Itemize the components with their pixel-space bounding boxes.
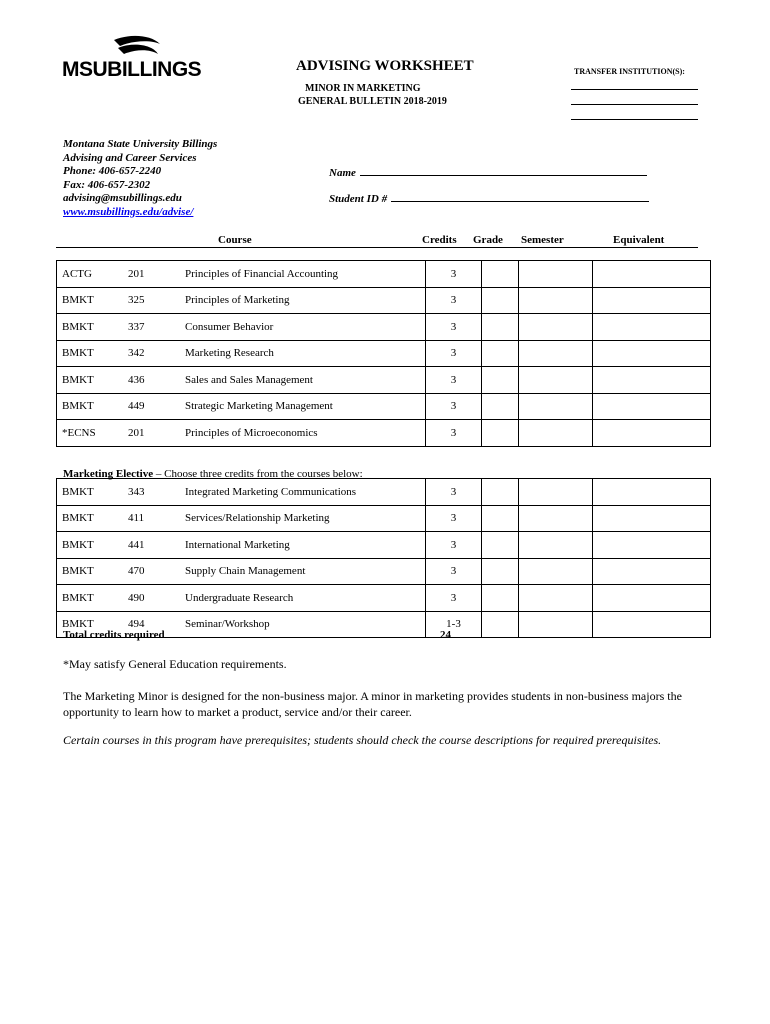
equivalent-cell[interactable] xyxy=(593,505,711,532)
contact-info xyxy=(63,138,217,219)
grade-cell[interactable] xyxy=(482,532,519,559)
equivalent-cell[interactable] xyxy=(593,532,711,559)
advising-link[interactable]: www.msubillings.edu/advise/ xyxy=(63,205,194,218)
equivalent-cell[interactable] xyxy=(593,261,711,288)
contact-office: Advising and Career Services xyxy=(63,151,197,164)
course-title: Marketing Research xyxy=(181,340,426,367)
table-row xyxy=(57,420,711,447)
course-credits: 3 xyxy=(426,585,482,612)
course-credits: 3 xyxy=(426,314,482,341)
name-input-line[interactable] xyxy=(360,174,647,176)
elective-label-bold: Marketing Elective xyxy=(63,468,154,480)
contact-fax: Fax: 406-657-2302 xyxy=(63,178,151,191)
course-subject: BMKT xyxy=(57,558,125,585)
grade-cell[interactable] xyxy=(482,314,519,341)
semester-cell[interactable] xyxy=(519,314,593,341)
course-subject: ACTG xyxy=(57,261,125,288)
equivalent-cell[interactable] xyxy=(593,340,711,367)
elective-label-rest: – Choose three credits from the courses below: xyxy=(153,468,363,480)
equivalent-cell[interactable] xyxy=(593,611,711,638)
course-number: 449 xyxy=(124,393,181,420)
course-subject: BMKT xyxy=(57,505,125,532)
course-number: 342 xyxy=(124,340,181,367)
course-credits: 3 xyxy=(426,532,482,559)
grade-cell[interactable] xyxy=(482,479,519,506)
course-number: 411 xyxy=(124,505,181,532)
course-credits: 1-3 xyxy=(426,611,482,638)
table-row xyxy=(57,314,711,341)
course-number: 201 xyxy=(124,420,181,447)
name-field xyxy=(329,167,647,179)
course-number: 201 xyxy=(124,261,181,288)
table-row xyxy=(57,261,711,288)
course-title: Seminar/Workshop xyxy=(181,611,426,638)
transfer-institution-line-3[interactable] xyxy=(571,119,698,120)
equivalent-cell[interactable] xyxy=(593,287,711,314)
course-credits: 3 xyxy=(426,261,482,288)
course-subject: BMKT xyxy=(57,367,125,394)
equivalent-cell[interactable] xyxy=(593,367,711,394)
course-number: 337 xyxy=(124,314,181,341)
course-credits: 3 xyxy=(426,367,482,394)
table-row xyxy=(57,585,711,612)
course-credits: 3 xyxy=(426,287,482,314)
course-subject: BMKT xyxy=(57,393,125,420)
semester-cell[interactable] xyxy=(519,393,593,420)
table-row xyxy=(57,532,711,559)
msu-billings-logo xyxy=(62,34,212,82)
course-credits: 3 xyxy=(426,393,482,420)
transfer-institution-label: TRANSFER INSTITUTION(S): xyxy=(574,67,685,76)
course-subject: BMKT xyxy=(57,611,125,638)
name-label: Name xyxy=(329,167,356,179)
grade-cell[interactable] xyxy=(482,393,519,420)
course-subject: *ECNS xyxy=(57,420,125,447)
grade-cell[interactable] xyxy=(482,585,519,612)
table-row xyxy=(57,558,711,585)
gen-ed-note: *May satisfy General Education requirements. xyxy=(63,657,287,671)
transfer-institution-line-1[interactable] xyxy=(571,89,698,90)
column-header-course: Course xyxy=(218,234,252,246)
course-subject: BMKT xyxy=(57,479,125,506)
table-row xyxy=(57,367,711,394)
course-credits: 3 xyxy=(426,558,482,585)
semester-cell[interactable] xyxy=(519,261,593,288)
equivalent-cell[interactable] xyxy=(593,479,711,506)
semester-cell[interactable] xyxy=(519,532,593,559)
column-header-semester: Semester xyxy=(521,234,564,246)
bulletin-year: GENERAL BULLETIN 2018-2019 xyxy=(298,96,447,107)
semester-cell[interactable] xyxy=(519,558,593,585)
course-title: Undergraduate Research xyxy=(181,585,426,612)
swoosh-icon xyxy=(110,34,164,60)
contact-university: Montana State University Billings xyxy=(63,138,218,150)
course-number: 436 xyxy=(124,367,181,394)
student-id-label: Student ID # xyxy=(329,193,388,205)
course-title: Strategic Marketing Management xyxy=(181,393,426,420)
page-title: ADVISING WORKSHEET xyxy=(296,58,474,74)
course-credits: 3 xyxy=(426,479,482,506)
course-title: Principles of Marketing xyxy=(181,287,426,314)
table-row xyxy=(57,287,711,314)
grade-cell[interactable] xyxy=(482,340,519,367)
table-row xyxy=(57,479,711,506)
grade-cell[interactable] xyxy=(482,367,519,394)
equivalent-cell[interactable] xyxy=(593,393,711,420)
course-number: 494 xyxy=(124,611,181,638)
course-title: International Marketing xyxy=(181,532,426,559)
table-row xyxy=(57,340,711,367)
minor-description: The Marketing Minor is designed for the non-business major. A minor in marketing provides students in non-business majors the opportunity to learn how to market a product, service and/or their career. xyxy=(63,689,682,719)
semester-cell[interactable] xyxy=(519,420,593,447)
course-subject: BMKT xyxy=(57,340,125,367)
table-row xyxy=(57,393,711,420)
page-subtitle: MINOR IN MARKETING xyxy=(305,83,421,94)
semester-cell[interactable] xyxy=(519,611,593,638)
course-subject: BMKT xyxy=(57,287,125,314)
column-header-grade: Grade xyxy=(473,234,503,246)
course-subject: BMKT xyxy=(57,585,125,612)
equivalent-cell[interactable] xyxy=(593,420,711,447)
semester-cell[interactable] xyxy=(519,585,593,612)
contact-phone: Phone: 406-657-2240 xyxy=(63,165,162,177)
course-title: Services/Relationship Marketing xyxy=(181,505,426,532)
course-number: 441 xyxy=(124,532,181,559)
grade-cell[interactable] xyxy=(482,558,519,585)
grade-cell[interactable] xyxy=(482,261,519,288)
logo-text: MSUBILLINGS xyxy=(62,58,202,81)
header-divider xyxy=(56,247,698,248)
semester-cell[interactable] xyxy=(519,340,593,367)
total-credits-value: 24 xyxy=(440,629,451,641)
column-header-credits: Credits xyxy=(422,234,457,246)
equivalent-cell[interactable] xyxy=(593,558,711,585)
column-header-equivalent: Equivalent xyxy=(613,234,665,246)
course-credits: 3 xyxy=(426,420,482,447)
grade-cell[interactable] xyxy=(482,287,519,314)
prerequisite-note: Certain courses in this program have prerequisites; students should check the course descriptions for required prerequisites. xyxy=(63,733,662,747)
course-title: Integrated Marketing Communications xyxy=(181,479,426,506)
grade-cell[interactable] xyxy=(482,611,519,638)
semester-cell[interactable] xyxy=(519,479,593,506)
course-title: Sales and Sales Management xyxy=(181,367,426,394)
table-row xyxy=(57,505,711,532)
course-number: 325 xyxy=(124,287,181,314)
contact-email: advising@msubillings.edu xyxy=(63,192,182,204)
course-number: 470 xyxy=(124,558,181,585)
student-id-field xyxy=(329,193,649,205)
equivalent-cell[interactable] xyxy=(593,585,711,612)
semester-cell[interactable] xyxy=(519,287,593,314)
grade-cell[interactable] xyxy=(482,505,519,532)
semester-cell[interactable] xyxy=(519,367,593,394)
course-number: 490 xyxy=(124,585,181,612)
transfer-institution-line-2[interactable] xyxy=(571,104,698,105)
course-title: Principles of Financial Accounting xyxy=(181,261,426,288)
semester-cell[interactable] xyxy=(519,505,593,532)
course-subject: BMKT xyxy=(57,532,125,559)
course-credits: 3 xyxy=(426,340,482,367)
course-title: Supply Chain Management xyxy=(181,558,426,585)
course-subject: BMKT xyxy=(57,314,125,341)
total-credits-label: Total credits required xyxy=(63,629,165,641)
required-courses-table xyxy=(56,260,711,447)
course-title: Principles of Microeconomics xyxy=(181,420,426,447)
course-credits: 3 xyxy=(426,505,482,532)
course-title: Consumer Behavior xyxy=(181,314,426,341)
elective-courses-table xyxy=(56,478,711,638)
student-id-input-line[interactable] xyxy=(391,200,649,202)
course-number: 343 xyxy=(124,479,181,506)
grade-cell[interactable] xyxy=(482,420,519,447)
equivalent-cell[interactable] xyxy=(593,314,711,341)
